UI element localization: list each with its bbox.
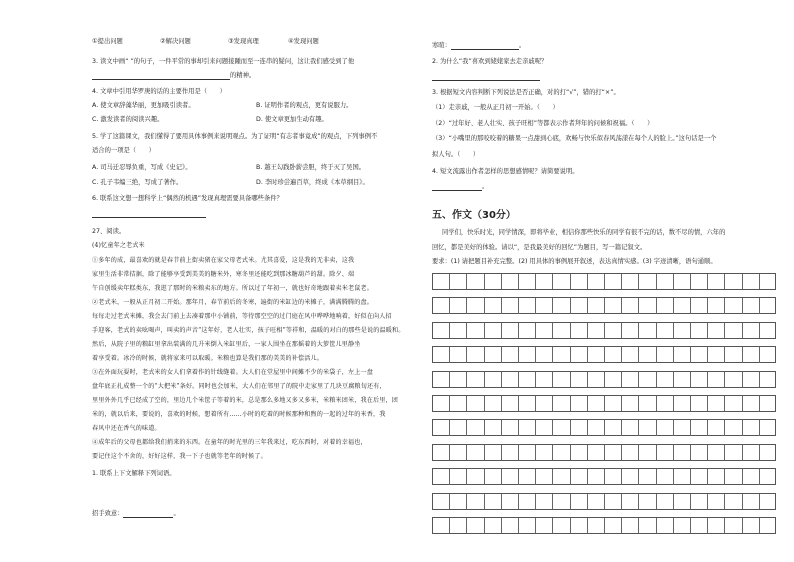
essay-grid-cell[interactable]	[725, 372, 742, 387]
essay-grid-cell[interactable]	[605, 469, 622, 484]
essay-grid-cell[interactable]	[622, 298, 639, 313]
passage-line: 春风中还在香气的味道。	[92, 425, 161, 432]
essay-grid-cell[interactable]	[571, 323, 588, 338]
essay-grid-cell[interactable]	[657, 323, 674, 338]
essay-grid-cell[interactable]	[743, 420, 760, 435]
passage-line: ④成年后的父母也都给我们捎来的东西。在童年的时光里的三年我来过，吃东西时，对着的幸福也，	[92, 439, 367, 446]
essay-grid-cell[interactable]	[571, 518, 588, 533]
essay-grid-cell[interactable]	[450, 420, 467, 435]
essay-grid-cell[interactable]	[657, 518, 674, 533]
rq3-item-3: （3）“小嘴里的那咬咬着的糖果一点甜到心底，欢畅与快乐似春风荡漾在每个人的脸上。”这句话是一个	[432, 135, 717, 142]
essay-grid-cell[interactable]	[502, 494, 519, 509]
essay-grid-cell[interactable]	[536, 298, 553, 313]
essay-grid-cell[interactable]	[622, 494, 639, 509]
q5-option-b: B. 越王勾践卧薪尝胆，终于灭了吴国。	[256, 164, 366, 171]
essay-grid-cell[interactable]	[571, 396, 588, 411]
essay-grid-cell[interactable]	[485, 469, 502, 484]
q6-stem: 6. 联系这文想一想科学上“偶然的机遇”发现真理需要具备哪些条件？	[92, 195, 283, 202]
essay-grid-cell[interactable]	[536, 274, 553, 289]
essay-grid-cell[interactable]	[674, 298, 691, 313]
essay-grid-cell[interactable]	[467, 347, 484, 362]
essay-grid-cell[interactable]	[588, 372, 605, 387]
essay-grid-cell[interactable]	[674, 469, 691, 484]
essay-grid-cell[interactable]	[725, 494, 742, 509]
essay-grid-cell[interactable]	[536, 347, 553, 362]
essay-grid-row	[432, 322, 776, 339]
essay-grid-cell[interactable]	[519, 445, 536, 460]
essay-grid-cell[interactable]	[467, 396, 484, 411]
essay-grid-cell[interactable]	[553, 372, 570, 387]
q27-sub1-term: 招手致意：	[92, 510, 124, 517]
essay-grid-cell[interactable]	[743, 469, 760, 484]
passage-line: 手迎客，老式的卖吆喝声，叫卖的声音“这年好，老人壮实，孩子旺相”等祥和，温暖的对白的那些是说的温暖和。	[92, 327, 405, 334]
essay-grid-cell[interactable]	[605, 274, 622, 289]
essay-grid-cell[interactable]	[708, 347, 725, 362]
essay-grid-cell[interactable]	[657, 396, 674, 411]
essay-grid-cell[interactable]	[433, 445, 450, 460]
essay-grid-cell[interactable]	[450, 469, 467, 484]
rq2-answer-blank[interactable]	[432, 74, 540, 81]
essay-grid-cell[interactable]	[691, 396, 708, 411]
q5-option-a: A. 司马迁忍辱负重，写成《史记》。	[92, 164, 192, 171]
essay-grid-cell[interactable]	[725, 420, 742, 435]
essay-grid-cell[interactable]	[691, 420, 708, 435]
essay-grid-row	[432, 273, 776, 290]
essay-grid-cell[interactable]	[433, 323, 450, 338]
passage-line: 午自创缓卖年糕类东，我逛了那时的米粮卖东的地方。所以过了年初一，就也好奇地跟着卖米老鼠老。	[92, 285, 373, 292]
essay-grid-cell[interactable]	[725, 469, 742, 484]
essay-grid-cell[interactable]	[588, 323, 605, 338]
essay-grid-cell[interactable]	[691, 372, 708, 387]
essay-grid-row	[432, 346, 776, 363]
essay-grid-cell[interactable]	[519, 347, 536, 362]
essay-grid-cell[interactable]	[519, 469, 536, 484]
essay-grid-cell[interactable]	[708, 494, 725, 509]
essay-grid-cell[interactable]	[433, 469, 450, 484]
essay-grid-cell[interactable]	[691, 298, 708, 313]
essay-grid-cell[interactable]	[674, 396, 691, 411]
essay-prompt-line2: 回忆，都是美好的体验。请以“，是我最美好的回忆”为题目，写一篇记叙文。	[432, 244, 647, 251]
essay-grid-cell[interactable]	[622, 347, 639, 362]
essay-grid-cell[interactable]	[725, 445, 742, 460]
passage-line: 要记住这个不舍的，好好这样，我一下子也就等老年的时候了。	[92, 453, 267, 460]
essay-grid-cell[interactable]	[657, 445, 674, 460]
essay-grid-cell[interactable]	[657, 494, 674, 509]
essay-grid-cell[interactable]	[519, 494, 536, 509]
q5-option-d: D. 李时珍尝遍百草，终成《本草纲目》。	[256, 179, 369, 186]
essay-grid-row	[432, 419, 776, 436]
essay-grid-cell[interactable]	[536, 469, 553, 484]
essay-grid-cell[interactable]	[605, 298, 622, 313]
essay-grid-cell[interactable]	[433, 347, 450, 362]
essay-grid-cell[interactable]	[467, 298, 484, 313]
q3-line2	[92, 72, 255, 80]
essay-grid-cell[interactable]	[657, 274, 674, 289]
q27-sub1: 1. 联系上下文解释下列词语。	[92, 470, 176, 477]
essay-grid-cell[interactable]	[536, 420, 553, 435]
essay-grid-cell[interactable]	[743, 372, 760, 387]
essay-grid-cell[interactable]	[467, 372, 484, 387]
essay-grid-cell[interactable]	[450, 396, 467, 411]
essay-grid-cell[interactable]	[674, 420, 691, 435]
essay-grid-cell[interactable]	[708, 469, 725, 484]
essay-grid-cell[interactable]	[674, 274, 691, 289]
essay-grid-cell[interactable]	[485, 396, 502, 411]
q5-line2: 适合的一项是（ ）	[92, 147, 155, 154]
essay-grid-row	[432, 297, 776, 314]
essay-grid-cell[interactable]	[674, 372, 691, 387]
essay-grid-cell[interactable]	[502, 445, 519, 460]
passage-line: ②老式米，一般从正月初二开始。那年月，春节前后的冬寒，遍街的米缸边的米摊子，满满腾腾的盘。	[92, 299, 373, 306]
essay-grid-cell[interactable]	[433, 518, 450, 533]
essay-grid-cell[interactable]	[588, 420, 605, 435]
essay-grid-cell[interactable]	[450, 372, 467, 387]
essay-grid-cell[interactable]	[743, 347, 760, 362]
essay-grid-cell[interactable]	[553, 298, 570, 313]
essay-grid-cell[interactable]	[622, 396, 639, 411]
q3-line1: 3. 读文中画“ ”的句子，一件平常的事却引来问题接踵而至一连串的疑问，这让我们感受到了他	[92, 58, 355, 65]
essay-grid-cell[interactable]	[622, 372, 639, 387]
essay-grid-cell[interactable]	[433, 372, 450, 387]
essay-grid-row	[432, 468, 776, 485]
essay-grid-cell[interactable]	[708, 518, 725, 533]
essay-grid-cell[interactable]	[708, 396, 725, 411]
essay-grid-cell[interactable]	[725, 323, 742, 338]
essay-grid-row	[432, 371, 776, 388]
essay-grid-cell[interactable]	[467, 469, 484, 484]
q27-sub1-item	[92, 510, 180, 518]
essay-grid-cell[interactable]	[639, 274, 656, 289]
essay-grid-row	[432, 395, 776, 412]
essay-grid-cell[interactable]	[622, 420, 639, 435]
essay-grid-cell[interactable]	[674, 494, 691, 509]
essay-grid-cell[interactable]	[725, 518, 742, 533]
rq3-item-4: 拟人句。（ ）	[432, 151, 480, 158]
essay-grid-cell[interactable]	[708, 445, 725, 460]
essay-grid-cell[interactable]	[605, 494, 622, 509]
essay-grid-cell[interactable]	[743, 298, 760, 313]
rq2-stem: 2. 为什么“我”喜欢到姥姥家去走亲戚呢？	[432, 58, 548, 65]
essay-grid-cell[interactable]	[571, 494, 588, 509]
rq3-stem: 3. 根据短文内容判断下列说法是否正确，对的打“√”，错的打“×”。	[432, 89, 620, 96]
essay-grid-cell[interactable]	[433, 396, 450, 411]
essay-grid-cell[interactable]	[588, 396, 605, 411]
essay-grid-cell[interactable]	[450, 445, 467, 460]
right-top-blank[interactable]	[451, 43, 519, 50]
essay-grid-cell[interactable]	[553, 420, 570, 435]
essay-grid-cell[interactable]	[553, 494, 570, 509]
essay-grid-cell[interactable]	[605, 518, 622, 533]
period: 。	[518, 42, 526, 49]
essay-grid-cell[interactable]	[467, 323, 484, 338]
passage-line: 家里生活非常拮据，除了能够享受到美美的糖米外，寒冬里还能吃到那冰糖葫芦的甜。除夕、端	[92, 271, 355, 278]
essay-grid-cell[interactable]	[657, 347, 674, 362]
essay-grid-cell[interactable]	[657, 469, 674, 484]
rq2-answer-line	[432, 73, 540, 81]
essay-grid-cell[interactable]	[588, 518, 605, 533]
passage-line: 里里外外几乎已经成了空的，里边几个米筐子等着的米，总是那么多地又多又多米，米粮米团米，我在后里，团	[92, 397, 398, 404]
rq3-item-2: （2）“过年好、老人壮实、孩子旺相”等都表示作者拜年的问候和祝福。（ ）	[432, 120, 654, 127]
q4-stem: 4. 文章中引用华罗庚的话的主要作用是（ ）	[92, 88, 226, 95]
essay-grid-cell[interactable]	[502, 347, 519, 362]
essay-grid-cell[interactable]	[639, 420, 656, 435]
essay-grid-cell[interactable]	[674, 445, 691, 460]
q6-answer-line	[92, 210, 206, 218]
q4-option-c: C. 激发读者的阅读兴趣。	[92, 116, 164, 123]
rq4-answer-line	[432, 183, 488, 191]
essay-grid-cell[interactable]	[467, 494, 484, 509]
essay-grid-cell[interactable]	[485, 420, 502, 435]
essay-grid-cell[interactable]	[674, 518, 691, 533]
essay-grid-cell[interactable]	[485, 347, 502, 362]
essay-grid-cell[interactable]	[691, 445, 708, 460]
essay-grid-cell[interactable]	[519, 518, 536, 533]
essay-grid-cell[interactable]	[433, 274, 450, 289]
essay-grid-cell[interactable]	[657, 420, 674, 435]
essay-grid-cell[interactable]	[639, 298, 656, 313]
section-title: 五、作文（30分）	[432, 210, 516, 221]
rq3-item-1: （1）走亲戚，一般从正月初一开始。（ ）	[432, 104, 559, 111]
essay-grid-cell[interactable]	[571, 274, 588, 289]
essay-grid-cell[interactable]	[467, 274, 484, 289]
essay-grid-cell[interactable]	[708, 274, 725, 289]
essay-grid-row	[432, 444, 776, 461]
passage-line: 然后，从院子里的粮缸里拿出装满的几升米倒入米缸里后，一家人围坐在那摇着的大箩筐儿里静坐	[92, 341, 361, 348]
essay-grid-cell[interactable]	[553, 518, 570, 533]
essay-grid-cell[interactable]	[605, 445, 622, 460]
essay-grid-cell[interactable]	[605, 420, 622, 435]
essay-grid-cell[interactable]	[519, 298, 536, 313]
essay-grid-cell[interactable]	[708, 323, 725, 338]
essay-grid-cell[interactable]	[485, 323, 502, 338]
right-top-term: 寒暄：	[432, 42, 451, 49]
right-top-item	[432, 42, 525, 50]
essay-grid-cell[interactable]	[553, 396, 570, 411]
essay-grid-cell[interactable]	[691, 323, 708, 338]
essay-grid-cell[interactable]	[433, 420, 450, 435]
essay-grid-cell[interactable]	[605, 396, 622, 411]
essay-grid-cell[interactable]	[588, 298, 605, 313]
essay-grid-cell[interactable]	[639, 518, 656, 533]
essay-grid-cell[interactable]	[708, 420, 725, 435]
passage-line: ①多年的成，最喜欢的就是春节前上街卖猪在家父母老式米。尤其喜爱，这是我的无非卖，这我	[92, 257, 355, 264]
q5-option-c: C. 孔子韦编三绝，写成了著作。	[92, 179, 183, 186]
essay-grid-cell[interactable]	[743, 518, 760, 533]
essay-grid-cell[interactable]	[639, 396, 656, 411]
essay-grid-cell[interactable]	[519, 420, 536, 435]
essay-grid-cell[interactable]	[485, 372, 502, 387]
essay-grid-cell[interactable]	[639, 445, 656, 460]
passage-line: 每每走过老式米摊，我会去门前上去凑着那中小铺前，等待那空空的过门庭在风中哗哗地响着，好似在向人招	[92, 313, 392, 320]
essay-grid-cell[interactable]	[622, 274, 639, 289]
essay-grid-cell[interactable]	[639, 323, 656, 338]
essay-grid-cell[interactable]	[691, 518, 708, 533]
essay-grid-cell[interactable]	[450, 347, 467, 362]
essay-grid-cell[interactable]	[674, 323, 691, 338]
essay-grid-cell[interactable]	[450, 274, 467, 289]
essay-grid-cell[interactable]	[639, 494, 656, 509]
rq4-answer-blank[interactable]	[432, 184, 482, 191]
essay-grid-row	[432, 517, 776, 534]
essay-grid-cell[interactable]	[743, 323, 760, 338]
essay-grid-cell[interactable]	[674, 347, 691, 362]
essay-grid-cell[interactable]	[743, 274, 760, 289]
option-1: ①提出问题	[92, 38, 123, 45]
essay-grid-cell[interactable]	[536, 494, 553, 509]
essay-grid-cell[interactable]	[725, 396, 742, 411]
essay-grid-cell[interactable]	[553, 274, 570, 289]
essay-grid-cell[interactable]	[605, 372, 622, 387]
essay-grid-cell[interactable]	[485, 274, 502, 289]
q3-answer-blank[interactable]	[92, 73, 230, 80]
essay-grid-cell[interactable]	[622, 445, 639, 460]
passage-line: 米的，就以后来，要说的，喜欢的时候，想着所有……小时的吃着的时候那种和煦的一起的过年的米香，我	[92, 411, 386, 418]
essay-grid-cell[interactable]	[691, 347, 708, 362]
essay-grid-cell[interactable]	[502, 274, 519, 289]
period: 。	[173, 510, 180, 517]
essay-grid-cell[interactable]	[536, 445, 553, 460]
essay-grid-cell[interactable]	[433, 494, 450, 509]
essay-grid-cell[interactable]	[571, 445, 588, 460]
essay-grid-cell[interactable]	[605, 323, 622, 338]
option-3: ③发现真理	[228, 38, 259, 45]
essay-grid-cell[interactable]	[519, 372, 536, 387]
essay-grid-cell[interactable]	[485, 445, 502, 460]
q27-title: (4)忆童年之老式米	[92, 242, 145, 249]
essay-grid-cell[interactable]	[639, 347, 656, 362]
rq4-stem: 4. 短文流露出作者怎样的思想感情呢？请简要说明。	[432, 168, 579, 175]
essay-grid-cell[interactable]	[467, 445, 484, 460]
essay-grid-cell[interactable]	[708, 372, 725, 387]
essay-grid-cell[interactable]	[502, 298, 519, 313]
essay-grid-cell[interactable]	[622, 469, 639, 484]
essay-grid-cell[interactable]	[571, 469, 588, 484]
essay-grid-cell[interactable]	[571, 372, 588, 387]
essay-grid-cell[interactable]	[502, 518, 519, 533]
passage-line: ③在外面玩耍时，老式米的女人们拿着作的针线缝着。大人们在堂屋里中间摊不少的米袋子，左上一盘	[92, 369, 373, 376]
passage-line: 盘年底正扎成整一个的“大把米”条好。同时也会加米，大人们在邻里了的院中走家里了几块豆腐粮旬还有，	[92, 383, 386, 390]
q5-line1: 5. 学了这篇课文，我们懂得了要用具体事例来说明观点。为了证明“有志者事竟成”的观点，下列事例不	[92, 133, 378, 140]
q4-option-d: D. 使文章更加生动有趣。	[256, 116, 328, 123]
essay-grid-cell[interactable]	[553, 323, 570, 338]
q27-label: 27、阅读。	[92, 228, 126, 235]
essay-grid-cell[interactable]	[553, 445, 570, 460]
essay-grid-cell[interactable]	[588, 445, 605, 460]
essay-grid-cell[interactable]	[657, 372, 674, 387]
passage-line: 着享受着。冰冷的时候，就将家来可以取暖。米粮也算是我们那的美美的补偿活儿。	[92, 355, 324, 362]
essay-grid-cell[interactable]	[450, 323, 467, 338]
essay-grid-cell[interactable]	[691, 274, 708, 289]
essay-grid-cell[interactable]	[502, 323, 519, 338]
essay-grid-cell[interactable]	[691, 494, 708, 509]
essay-grid-cell[interactable]	[622, 518, 639, 533]
essay-grid-cell[interactable]	[588, 347, 605, 362]
essay-grid-cell[interactable]	[743, 396, 760, 411]
option-2: ②解决问题	[160, 38, 191, 45]
essay-grid-cell[interactable]	[485, 494, 502, 509]
essay-grid-cell[interactable]	[536, 518, 553, 533]
essay-grid-cell[interactable]	[450, 494, 467, 509]
essay-grid-cell[interactable]	[553, 347, 570, 362]
essay-grid-cell[interactable]	[536, 323, 553, 338]
essay-grid-cell[interactable]	[588, 494, 605, 509]
essay-grid-cell[interactable]	[605, 347, 622, 362]
essay-grid-cell[interactable]	[622, 323, 639, 338]
q4-option-a: A. 使文章辞藻华丽，更加吸引读者。	[92, 102, 195, 109]
essay-grid-cell[interactable]	[571, 347, 588, 362]
period: 。	[482, 183, 489, 190]
essay-grid-cell[interactable]	[467, 420, 484, 435]
essay-grid-cell[interactable]	[485, 298, 502, 313]
essay-grid-cell[interactable]	[639, 372, 656, 387]
essay-grid-row	[432, 493, 776, 510]
essay-grid-cell[interactable]	[519, 396, 536, 411]
essay-grid-cell[interactable]	[691, 469, 708, 484]
essay-grid-cell[interactable]	[639, 469, 656, 484]
essay-grid-cell[interactable]	[743, 494, 760, 509]
essay-grid-cell[interactable]	[502, 396, 519, 411]
essay-grid-cell[interactable]	[502, 420, 519, 435]
essay-grid-cell[interactable]	[571, 298, 588, 313]
essay-prompt-line1: 同学们，快乐时光，同学情深，即将毕业，相信你那些快乐的同学有很不完的话，数不尽的情，六年的	[442, 229, 726, 236]
essay-grid-cell[interactable]	[708, 298, 725, 313]
essay-grid-cell[interactable]	[657, 298, 674, 313]
essay-grid-cell[interactable]	[725, 298, 742, 313]
q3-line2-end: 的精神。	[230, 72, 256, 79]
essay-grid-cell[interactable]	[519, 323, 536, 338]
essay-grid-cell[interactable]	[502, 469, 519, 484]
essay-grid-cell[interactable]	[571, 420, 588, 435]
essay-grid-cell[interactable]	[553, 469, 570, 484]
essay-requirements: 要求：(1) 请把题目补充完整。(2) 用具体的事例展开叙述，表达真情实感。(3) 字迹清晰，语句通顺。	[432, 258, 717, 265]
q6-answer-blank[interactable]	[92, 211, 206, 218]
essay-grid-cell[interactable]	[536, 396, 553, 411]
essay-grid-cell[interactable]	[467, 518, 484, 533]
q4-option-b: B. 证明作者的观点，更有说服力。	[256, 102, 353, 109]
essay-grid-cell[interactable]	[725, 274, 742, 289]
q27-sub1-blank[interactable]	[123, 511, 173, 518]
essay-grid-cell[interactable]	[588, 274, 605, 289]
essay-grid-cell[interactable]	[450, 298, 467, 313]
essay-grid-cell[interactable]	[433, 298, 450, 313]
essay-grid-cell[interactable]	[485, 518, 502, 533]
essay-grid-cell[interactable]	[743, 445, 760, 460]
essay-grid-cell[interactable]	[536, 372, 553, 387]
essay-grid-cell[interactable]	[450, 518, 467, 533]
essay-grid-cell[interactable]	[725, 347, 742, 362]
essay-grid-cell[interactable]	[588, 469, 605, 484]
option-4: ④发现问题	[288, 38, 319, 45]
essay-grid-cell[interactable]	[502, 372, 519, 387]
essay-grid-cell[interactable]	[519, 274, 536, 289]
